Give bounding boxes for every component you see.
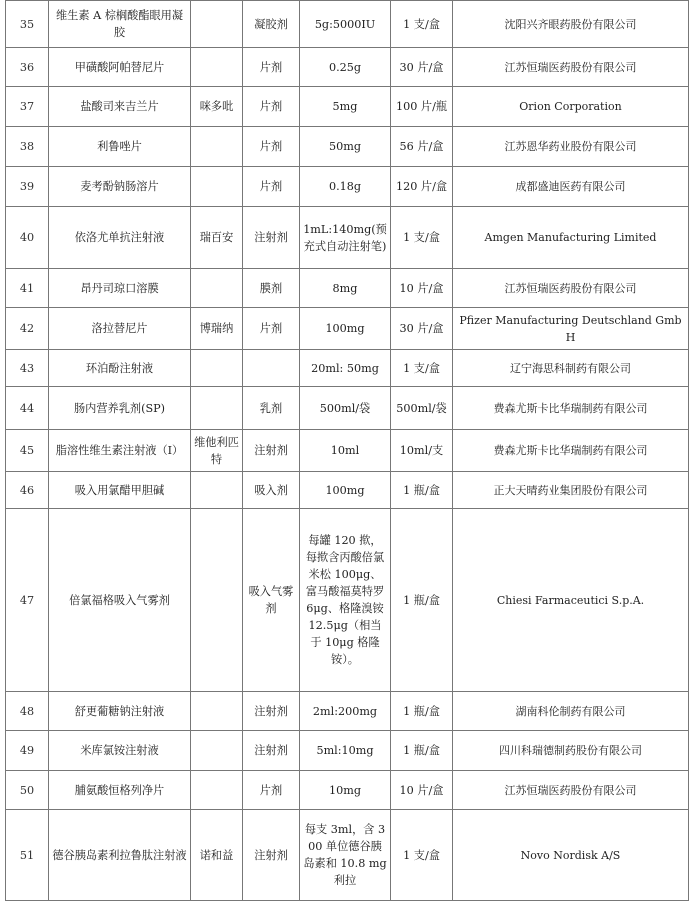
row-number-cell: 43 <box>6 350 49 387</box>
specification-cell: 100mg <box>300 308 391 350</box>
drug-name-cell: 倍氯福格吸入气雾剂 <box>49 509 191 692</box>
packaging-cell: 120 片/盒 <box>391 167 453 207</box>
table-row <box>6 731 689 771</box>
packaging-cell: 1 瓶/盒 <box>391 731 453 771</box>
row-number-cell: 35 <box>6 1 49 48</box>
dosage-form-cell: 吸入气雾剂 <box>243 509 300 692</box>
specification-cell: 1mL:140mg(预充式自动注射笔) <box>300 207 391 269</box>
manufacturer-cell: Novo Nordisk A/S <box>453 810 689 901</box>
manufacturer-cell: 江苏恒瑞医药股份有限公司 <box>453 771 689 810</box>
dosage-form-cell: 膜剂 <box>243 269 300 308</box>
packaging-cell: 1 瓶/盒 <box>391 472 453 509</box>
drug-name-cell: 昂丹司琼口溶膜 <box>49 269 191 308</box>
row-number-cell: 37 <box>6 87 49 127</box>
drug-name-cell: 盐酸司来吉兰片 <box>49 87 191 127</box>
row-number-cell: 38 <box>6 127 49 167</box>
manufacturer-cell: Pfizer Manufacturing Deutschland GmbH <box>453 308 689 350</box>
packaging-cell: 500ml/袋 <box>391 387 453 430</box>
dosage-form-cell: 注射剂 <box>243 810 300 901</box>
brand-name-cell <box>191 771 243 810</box>
specification-cell: 10ml <box>300 430 391 472</box>
manufacturer-cell: 费森尤斯卡比华瑞制药有限公司 <box>453 430 689 472</box>
dosage-form-cell: 注射剂 <box>243 731 300 771</box>
dosage-form-cell: 片剂 <box>243 167 300 207</box>
manufacturer-cell: 辽宁海思科制药有限公司 <box>453 350 689 387</box>
row-number-cell: 44 <box>6 387 49 430</box>
table-row <box>6 269 689 308</box>
brand-name-cell <box>191 509 243 692</box>
specification-cell: 100mg <box>300 472 391 509</box>
packaging-cell: 10ml/支 <box>391 430 453 472</box>
row-number-cell: 46 <box>6 472 49 509</box>
table-row <box>6 509 689 692</box>
dosage-form-cell <box>243 350 300 387</box>
row-number-cell: 39 <box>6 167 49 207</box>
dosage-form-cell: 片剂 <box>243 771 300 810</box>
packaging-cell: 1 瓶/盒 <box>391 509 453 692</box>
specification-cell: 2ml:200mg <box>300 692 391 731</box>
drug-name-cell: 洛拉替尼片 <box>49 308 191 350</box>
drug-name-cell: 德谷胰岛素利拉鲁肽注射液 <box>49 810 191 901</box>
drug-name-cell: 米库氯铵注射液 <box>49 731 191 771</box>
manufacturer-cell: 费森尤斯卡比华瑞制药有限公司 <box>453 387 689 430</box>
manufacturer-cell: 四川科瑞德制药股份有限公司 <box>453 731 689 771</box>
drug-name-cell: 利鲁唑片 <box>49 127 191 167</box>
manufacturer-cell: Orion Corporation <box>453 87 689 127</box>
manufacturer-cell: Chiesi Farmaceutici S.p.A. <box>453 509 689 692</box>
row-number-cell: 40 <box>6 207 49 269</box>
manufacturer-cell: 成都盛迪医药有限公司 <box>453 167 689 207</box>
dosage-form-cell: 注射剂 <box>243 430 300 472</box>
drug-name-cell: 舒更葡糖钠注射液 <box>49 692 191 731</box>
brand-name-cell <box>191 692 243 731</box>
specification-cell: 8mg <box>300 269 391 308</box>
dosage-form-cell: 乳剂 <box>243 387 300 430</box>
dosage-form-cell: 凝胶剂 <box>243 1 300 48</box>
manufacturer-cell: 湖南科伦制药有限公司 <box>453 692 689 731</box>
dosage-form-cell: 注射剂 <box>243 207 300 269</box>
row-number-cell: 36 <box>6 48 49 87</box>
brand-name-cell <box>191 269 243 308</box>
table-row <box>6 207 689 269</box>
table-row <box>6 1 689 48</box>
table-row <box>6 48 689 87</box>
drug-name-cell: 甲磺酸阿帕替尼片 <box>49 48 191 87</box>
brand-name-cell <box>191 48 243 87</box>
brand-name-cell: 博瑞纳 <box>191 308 243 350</box>
specification-cell: 0.25g <box>300 48 391 87</box>
specification-cell: 5mg <box>300 87 391 127</box>
table-row <box>6 87 689 127</box>
specification-cell: 500ml/袋 <box>300 387 391 430</box>
packaging-cell: 10 片/盒 <box>391 771 453 810</box>
drug-name-cell: 维生素 A 棕榈酸酯眼用凝胶 <box>49 1 191 48</box>
row-number-cell: 50 <box>6 771 49 810</box>
table-row <box>6 127 689 167</box>
packaging-cell: 1 支/盒 <box>391 207 453 269</box>
table-row <box>6 430 689 472</box>
table-row <box>6 810 689 901</box>
table-row <box>6 771 689 810</box>
table-row <box>6 308 689 350</box>
brand-name-cell: 维他利匹特 <box>191 430 243 472</box>
packaging-cell: 1 支/盒 <box>391 1 453 48</box>
specification-cell: 20ml: 50mg <box>300 350 391 387</box>
dosage-form-cell: 片剂 <box>243 48 300 87</box>
drug-name-cell: 脯氨酸恒格列净片 <box>49 771 191 810</box>
table-row <box>6 692 689 731</box>
drug-name-cell: 麦考酚钠肠溶片 <box>49 167 191 207</box>
drug-name-cell: 吸入用氯醋甲胆碱 <box>49 472 191 509</box>
manufacturer-cell: 江苏恒瑞医药股份有限公司 <box>453 269 689 308</box>
dosage-form-cell: 吸入剂 <box>243 472 300 509</box>
specification-cell: 0.18g <box>300 167 391 207</box>
brand-name-cell: 瑞百安 <box>191 207 243 269</box>
row-number-cell: 45 <box>6 430 49 472</box>
specification-cell: 每支 3ml，含 300 单位德谷胰岛素和 10.8 mg 利拉 <box>300 810 391 901</box>
table-row <box>6 387 689 430</box>
packaging-cell: 1 支/盒 <box>391 350 453 387</box>
packaging-cell: 1 支/盒 <box>391 810 453 901</box>
specification-cell: 50mg <box>300 127 391 167</box>
dosage-form-cell: 片剂 <box>243 127 300 167</box>
row-number-cell: 42 <box>6 308 49 350</box>
brand-name-cell <box>191 387 243 430</box>
brand-name-cell <box>191 127 243 167</box>
specification-cell: 10mg <box>300 771 391 810</box>
packaging-cell: 10 片/盒 <box>391 269 453 308</box>
table-row <box>6 472 689 509</box>
drug-name-cell: 脂溶性维生素注射液（Ⅰ） <box>49 430 191 472</box>
manufacturer-cell: Amgen Manufacturing Limited <box>453 207 689 269</box>
dosage-form-cell: 片剂 <box>243 308 300 350</box>
brand-name-cell <box>191 472 243 509</box>
dosage-form-cell: 注射剂 <box>243 692 300 731</box>
row-number-cell: 48 <box>6 692 49 731</box>
row-number-cell: 47 <box>6 509 49 692</box>
dosage-form-cell: 片剂 <box>243 87 300 127</box>
row-number-cell: 51 <box>6 810 49 901</box>
drug-name-cell: 依洛尤单抗注射液 <box>49 207 191 269</box>
packaging-cell: 30 片/盒 <box>391 308 453 350</box>
brand-name-cell: 诺和益 <box>191 810 243 901</box>
table-row <box>6 350 689 387</box>
packaging-cell: 100 片/瓶 <box>391 87 453 127</box>
brand-name-cell <box>191 167 243 207</box>
manufacturer-cell: 正大天晴药业集团股份有限公司 <box>453 472 689 509</box>
row-number-cell: 41 <box>6 269 49 308</box>
manufacturer-cell: 江苏恒瑞医药股份有限公司 <box>453 48 689 87</box>
brand-name-cell <box>191 1 243 48</box>
table-row <box>6 167 689 207</box>
specification-cell: 5ml:10mg <box>300 731 391 771</box>
drug-list-table <box>5 0 689 901</box>
specification-cell: 每罐 120 揿，每揿含丙酸倍氯米松 100μg、富马酸福莫特罗 6μg、格隆溴铵 12.5μg（相当于 10μg 格隆铵）。 <box>300 509 391 692</box>
packaging-cell: 56 片/盒 <box>391 127 453 167</box>
brand-name-cell <box>191 731 243 771</box>
drug-name-cell: 环泊酚注射液 <box>49 350 191 387</box>
manufacturer-cell: 江苏恩华药业股份有限公司 <box>453 127 689 167</box>
packaging-cell: 1 瓶/盒 <box>391 692 453 731</box>
manufacturer-cell: 沈阳兴齐眼药股份有限公司 <box>453 1 689 48</box>
row-number-cell: 49 <box>6 731 49 771</box>
brand-name-cell <box>191 350 243 387</box>
packaging-cell: 30 片/盒 <box>391 48 453 87</box>
table-body <box>6 1 689 901</box>
specification-cell: 5g:5000IU <box>300 1 391 48</box>
drug-name-cell: 肠内营养乳剂(SP) <box>49 387 191 430</box>
brand-name-cell: 咪多吡 <box>191 87 243 127</box>
